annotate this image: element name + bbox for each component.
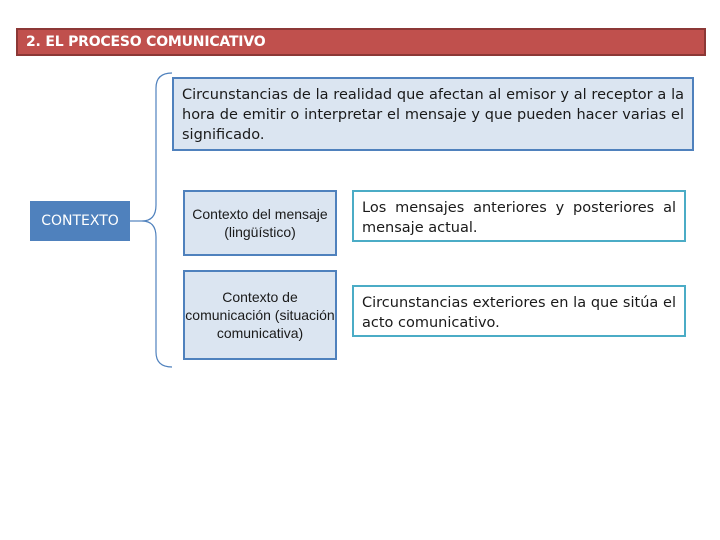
root-node-contexto [30,201,130,241]
context-node-label: Contexto del mensaje (lingüístico) [192,206,328,240]
context-node-label: Contexto de comunicación (situación comunicativa) [185,289,335,341]
section-title: 2. EL PROCESO COMUNICATIVO [26,34,266,50]
description-box-comunicacion: Circunstancias exteriores en la que sitúa el acto comunicativo. [352,285,686,337]
root-node-label: CONTEXTO [41,213,119,229]
context-node-comunicacion [183,270,337,360]
description-box-mensaje: Los mensajes anteriores y posteriores al mensaje actual. [352,190,686,242]
circumstances-box: Circunstancias de la realidad que afectan al emisor y al receptor a la hora de emitir o interpretar el mensaje y que pueden hacer varias el significado. [172,77,694,151]
context-node-mensaje [183,190,337,256]
